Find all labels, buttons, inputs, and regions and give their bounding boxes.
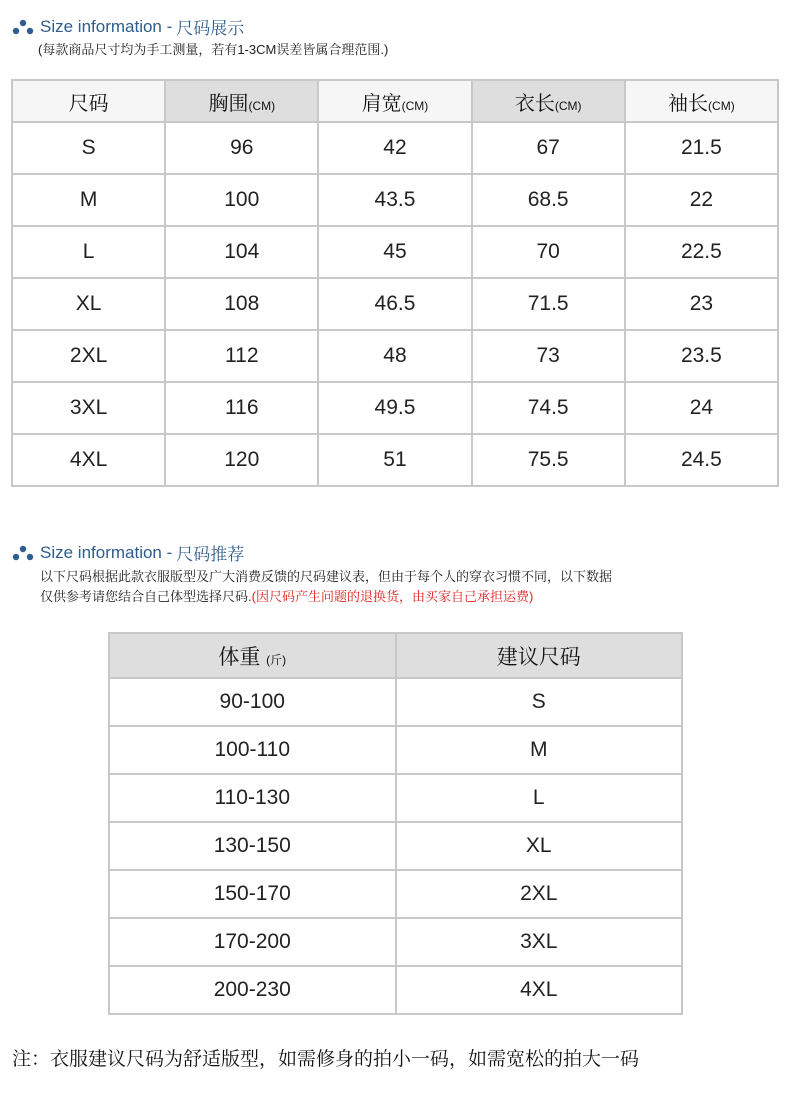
cell-shoulder: 42: [318, 122, 471, 174]
cell-size: 4XL: [12, 434, 165, 486]
cell-size: 2XL: [12, 330, 165, 382]
cell-shoulder: 48: [318, 330, 471, 382]
cell-chest: 100: [165, 174, 318, 226]
cell-size: 4XL: [396, 966, 683, 1014]
cell-weight: 130-150: [109, 822, 396, 870]
cell-length: 73: [472, 330, 625, 382]
size-table-header-row: [12, 80, 778, 122]
cell-size: XL: [396, 822, 683, 870]
section-title-en: Size information -: [40, 542, 173, 562]
recommend-note-line2-text: 仅供参考请您结合自己体型选择尺码.: [40, 589, 252, 604]
cell-sleeve: 21.5: [625, 122, 778, 174]
triple-dot-logo-icon: [12, 545, 34, 561]
table-row: [12, 278, 778, 330]
cell-weight: 110-130: [109, 774, 396, 822]
recommend-note-line1: 以下尺码根据此款衣服版型及广大消费反馈的尺码建议表，但由于每个人的穿衣习惯不同，以下数据: [40, 569, 613, 584]
cell-size: S: [396, 678, 683, 726]
cell-size: S: [12, 122, 165, 174]
header-chest: 胸围(CM): [165, 80, 318, 122]
cell-sleeve: 24: [625, 382, 778, 434]
cell-chest: 108: [165, 278, 318, 330]
cell-length: 71.5: [472, 278, 625, 330]
cell-size: XL: [12, 278, 165, 330]
table-row: [109, 918, 682, 966]
cell-shoulder: 43.5: [318, 174, 471, 226]
table-row: [12, 174, 778, 226]
cell-sleeve: 22: [625, 174, 778, 226]
size-recommendation-table: [108, 632, 683, 1015]
size-chart-table: [11, 79, 779, 487]
cell-size: M: [396, 726, 683, 774]
table-row: [109, 822, 682, 870]
cell-size: 3XL: [396, 918, 683, 966]
cell-sleeve: 24.5: [625, 434, 778, 486]
section-header-size-recommend: [12, 540, 244, 565]
cell-sleeve: 23: [625, 278, 778, 330]
recommend-note-line2: [40, 587, 612, 607]
cell-size: 3XL: [12, 382, 165, 434]
table-row: [12, 330, 778, 382]
cell-size: L: [12, 226, 165, 278]
cell-length: 67: [472, 122, 625, 174]
header-size: 尺码: [12, 80, 165, 122]
cell-weight: 90-100: [109, 678, 396, 726]
recommend-note: [40, 567, 612, 607]
cell-shoulder: 51: [318, 434, 471, 486]
section-title-cn: 尺码推荐: [176, 545, 245, 564]
cell-chest: 96: [165, 122, 318, 174]
section-header-size-display: [12, 14, 244, 39]
cell-size: L: [396, 774, 683, 822]
fit-advice-note: 注：衣服建议尺码为舒适版型，如需修身的拍小一码，如需宽松的拍大一码: [12, 1049, 640, 1070]
measurement-note: (每款商品尺寸均为手工测量，若有1-3CM误差皆属合理范围.): [38, 42, 389, 57]
table-row: [109, 678, 682, 726]
table-row: [109, 774, 682, 822]
cell-weight: 150-170: [109, 870, 396, 918]
cell-shoulder: 49.5: [318, 382, 471, 434]
rec-table-header-row: [109, 633, 682, 678]
cell-chest: 104: [165, 226, 318, 278]
cell-weight: 100-110: [109, 726, 396, 774]
cell-weight: 170-200: [109, 918, 396, 966]
cell-length: 75.5: [472, 434, 625, 486]
cell-size: M: [12, 174, 165, 226]
cell-chest: 116: [165, 382, 318, 434]
cell-weight: 200-230: [109, 966, 396, 1014]
header-length: 衣长(CM): [472, 80, 625, 122]
table-row: [12, 382, 778, 434]
cell-sleeve: 22.5: [625, 226, 778, 278]
triple-dot-logo-icon: [12, 19, 34, 35]
table-row: [109, 870, 682, 918]
header-shoulder: 肩宽(CM): [318, 80, 471, 122]
table-row: [12, 122, 778, 174]
table-row: [109, 966, 682, 1014]
cell-sleeve: 23.5: [625, 330, 778, 382]
section-title-en: Size information -: [40, 16, 173, 36]
header-weight: 体重 (斤): [109, 633, 396, 678]
cell-shoulder: 46.5: [318, 278, 471, 330]
cell-length: 70: [472, 226, 625, 278]
cell-shoulder: 45: [318, 226, 471, 278]
table-row: [12, 226, 778, 278]
table-row: [109, 726, 682, 774]
cell-chest: 112: [165, 330, 318, 382]
header-recommended-size: 建议尺码: [396, 633, 683, 678]
header-sleeve: 袖长(CM): [625, 80, 778, 122]
cell-chest: 120: [165, 434, 318, 486]
shipping-warning: (因尺码产生问题的退换货，由买家自己承担运费): [251, 589, 534, 604]
cell-length: 68.5: [472, 174, 625, 226]
cell-length: 74.5: [472, 382, 625, 434]
cell-size: 2XL: [396, 870, 683, 918]
table-row: [12, 434, 778, 486]
section-title-cn: 尺码展示: [176, 19, 245, 38]
